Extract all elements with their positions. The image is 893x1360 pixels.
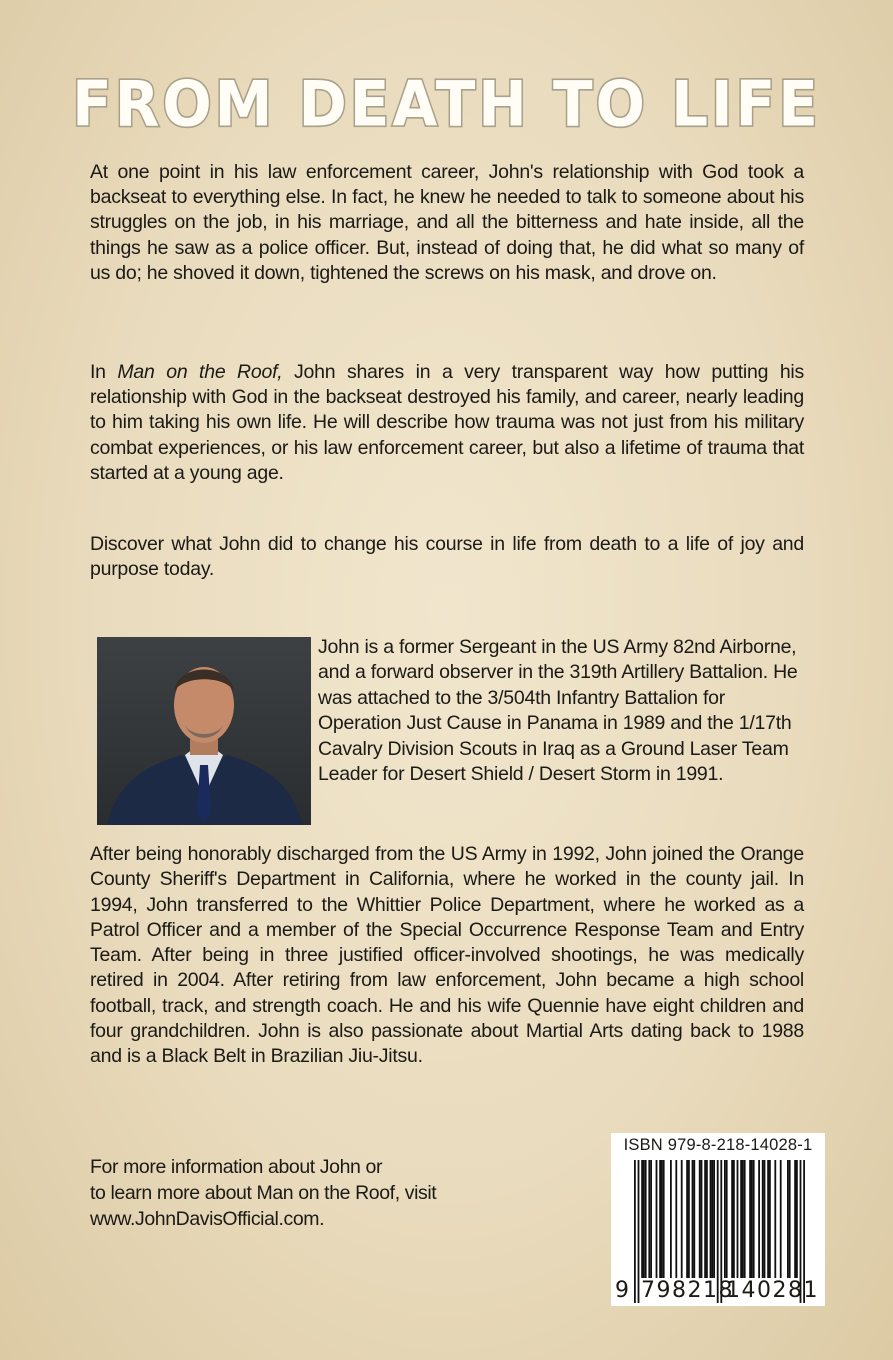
barcode-bar	[711, 1160, 713, 1278]
barcode-bar	[692, 1160, 694, 1278]
barcode-bar	[724, 1160, 726, 1278]
more-info-line: For more information about John or	[90, 1156, 383, 1178]
barcode-bar	[681, 1160, 683, 1278]
barcode-right-digits: 140281	[726, 1278, 819, 1303]
isbn-label: ISBN 979-8-218-14028-1	[623, 1136, 813, 1154]
barcode-bar	[749, 1160, 751, 1278]
barcode-bar	[693, 1160, 695, 1278]
barcode-bar	[699, 1160, 701, 1278]
barcode-bar	[744, 1160, 746, 1278]
barcode-bar	[688, 1160, 690, 1278]
barcode-bar	[737, 1160, 739, 1278]
barcode-bar	[767, 1160, 769, 1278]
barcode-bar	[762, 1160, 764, 1278]
barcode-bar	[726, 1160, 728, 1278]
barcode-bar	[764, 1160, 766, 1278]
barcode-bar	[751, 1160, 753, 1278]
more-info-line: to learn more about Man on the Roof, visit	[90, 1182, 437, 1204]
barcode-left-digits: 798218	[641, 1278, 734, 1303]
summary-body: John shares in a very transparent way how putting his relationship with God in the backseat destroyed his family, and career, nearly leading to him taking his own life. He will describe how trauma was not just from his military combat experiences, or his law enforcement career, but also a lifetime of trauma that started at a young age.	[90, 361, 805, 484]
barcode-bar	[769, 1160, 771, 1278]
barcode-bar	[641, 1160, 643, 1278]
barcode-bar	[706, 1160, 708, 1278]
author-bio-career: After being honorably discharged from the US Army in 1992, John joined the Orange County Sheriff's Department in California, where he worked in the county jail. In 1994, John transferred to the Whittier Police Department, where he worked as a Patrol Officer and a member of the Special Occurrence Response Team and Entry Team. After being in three justified officer-involved shootings, he was medically retired in 2004. After retiring from law enforcement, John became a high school football, track, and strength coach. He and his wife Quennie have eight children and four grandchildren. John is also passionate about Martial Arts dating back to 1988 and is a Black Belt in Brazilian Jiu-Jitsu.	[90, 843, 804, 1068]
barcode-bar	[650, 1160, 652, 1278]
barcode-bar	[661, 1160, 663, 1278]
barcode-bar	[645, 1160, 647, 1278]
barcode-bar	[731, 1160, 733, 1278]
barcode-bar	[780, 1160, 782, 1278]
barcode-bar	[710, 1160, 712, 1278]
barcode-bar	[659, 1160, 661, 1278]
barcode-bar	[733, 1160, 735, 1278]
author-photo	[97, 637, 311, 825]
discover-paragraph: Discover what John did to change his course in life from death to a life of joy and purpose today.	[90, 533, 804, 581]
book-title: FROM DEATH TO LIFE	[72, 67, 821, 141]
website-link[interactable]: www.JohnDavisOfficial.com.	[90, 1208, 325, 1230]
isbn-barcode	[611, 1133, 825, 1306]
barcode-bar	[704, 1160, 706, 1278]
barcode-bar	[713, 1160, 715, 1278]
barcode-bar	[701, 1160, 703, 1278]
intro-paragraph: At one point in his law enforcement career, John's relationship with God took a backseat to everything else. In fact, he knew he needed to talk to someone about his struggles on the job, in his marriage, and all the bitterness and hate inside, all the things he saw as a police officer. But, instead of doing that, he did what so many of us do; he shoved it down, tightened the screws on his mask, and drove on.	[90, 161, 804, 284]
barcode-bar	[675, 1160, 677, 1278]
barcode-bar	[686, 1160, 688, 1278]
barcode-bar	[634, 1160, 636, 1303]
barcode-bar	[758, 1160, 760, 1278]
summary-paragraph	[90, 360, 804, 486]
barcode-bar	[656, 1160, 658, 1278]
barcode-bar	[789, 1160, 791, 1278]
barcode-first-digit: 9	[615, 1278, 629, 1303]
book-name-italic: Man on the Roof,	[117, 361, 283, 383]
barcode-bar	[670, 1160, 672, 1278]
barcode-bar	[787, 1160, 789, 1278]
barcode-bar	[742, 1160, 744, 1278]
barcode-bar	[794, 1160, 796, 1278]
barcode-bar	[643, 1160, 645, 1278]
barcode-bar	[740, 1160, 742, 1278]
summary-lead: In	[90, 361, 118, 383]
barcode-bar	[648, 1160, 650, 1278]
barcode-bar	[753, 1160, 755, 1278]
barcode-bar	[663, 1160, 665, 1278]
author-bio-military: John is a former Sergeant in the US Army 82nd Airborne, and a forward observer in the 319th Artillery Battalion. He was attached to the 3/504th Infantry Battalion for Operation Just Cause in Panama in 1989 and the 1/17th Cavalry Division Scouts in Iraq as a Ground Laser Team Leader for Desert Shield / Desert Storm in 1991.	[318, 636, 798, 786]
barcode-bar	[796, 1160, 798, 1278]
barcode-bar	[638, 1160, 640, 1303]
more-info	[90, 1154, 510, 1232]
barcode-bar	[774, 1160, 776, 1278]
